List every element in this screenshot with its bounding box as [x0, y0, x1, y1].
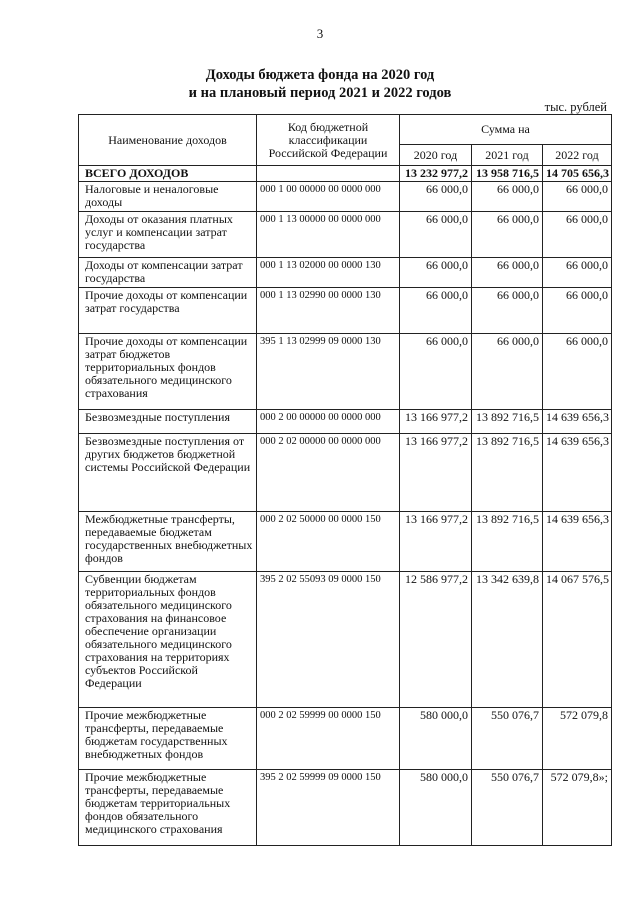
row-value-2022: 572 079,8»;	[543, 770, 612, 846]
row-value-2020: 66 000,0	[400, 288, 472, 334]
table-row	[79, 708, 612, 770]
row-value-2021: 66 000,0	[472, 288, 543, 334]
table-row	[79, 770, 612, 846]
title-line-2: и на плановый период 2021 и 2022 годов	[188, 85, 452, 101]
row-value-2022: 66 000,0	[543, 334, 612, 410]
row-value-2021: 13 892 716,5	[472, 410, 543, 434]
table-row	[79, 258, 612, 288]
row-code: 395 1 13 02999 09 0000 130	[257, 334, 400, 410]
row-name: Доходы от компенсации затрат государства	[79, 258, 257, 288]
row-value-2020: 13 232 977,2	[400, 166, 472, 182]
row-name: Безвозмездные поступления	[79, 410, 257, 434]
row-value-2021: 550 076,7	[472, 770, 543, 846]
table-row	[79, 288, 612, 334]
row-value-2021: 13 342 639,8	[472, 572, 543, 708]
row-name: Безвозмездные поступления от других бюджетов бюджетной системы Российской Федерации	[79, 434, 257, 512]
units-label: тыс. рублей	[544, 100, 607, 114]
header-2020: 2020 год	[400, 145, 472, 166]
header-2021: 2021 год	[472, 145, 543, 166]
table-row	[79, 572, 612, 708]
row-value-2021: 13 958 716,5	[472, 166, 543, 182]
revenue-table	[78, 114, 612, 846]
row-name: Прочие межбюджетные трансферты, передаваемые бюджетам территориальных фондов обязательного медицинского страхования	[79, 770, 257, 846]
header-sum: Сумма на	[400, 115, 612, 145]
table-row	[79, 334, 612, 410]
row-value-2022: 66 000,0	[543, 288, 612, 334]
row-value-2022: 572 079,8	[543, 708, 612, 770]
row-value-2022: 14 639 656,3	[543, 410, 612, 434]
row-value-2022: 14 705 656,3	[543, 166, 612, 182]
table-row	[79, 410, 612, 434]
row-value-2020: 66 000,0	[400, 212, 472, 258]
row-value-2021: 66 000,0	[472, 334, 543, 410]
page-number: 3	[316, 26, 324, 41]
row-name: ВСЕГО ДОХОДОВ	[79, 166, 257, 182]
row-value-2022: 14 639 656,3	[543, 512, 612, 572]
document-title	[0, 66, 640, 102]
row-value-2022: 66 000,0	[543, 212, 612, 258]
table-row	[79, 512, 612, 572]
row-value-2022: 66 000,0	[543, 182, 612, 212]
row-code: 000 2 02 59999 00 0000 150	[257, 708, 400, 770]
row-value-2020: 66 000,0	[400, 258, 472, 288]
row-name: Межбюджетные трансферты, передаваемые бюджетам государственных внебюджетных фондов	[79, 512, 257, 572]
title-line-1: Доходы бюджета фонда на 2020 год	[205, 67, 435, 83]
row-value-2021: 66 000,0	[472, 212, 543, 258]
row-code: 000 2 02 50000 00 0000 150	[257, 512, 400, 572]
header-code: Код бюджетной классификации Российской Федерации	[257, 115, 400, 166]
row-value-2020: 12 586 977,2	[400, 572, 472, 708]
table-row	[79, 434, 612, 512]
table-row	[79, 212, 612, 258]
row-value-2021: 66 000,0	[472, 182, 543, 212]
row-code: 395 2 02 59999 09 0000 150	[257, 770, 400, 846]
row-code: 000 2 00 00000 00 0000 000	[257, 410, 400, 434]
row-code: 000 2 02 00000 00 0000 000	[257, 434, 400, 512]
row-value-2021: 66 000,0	[472, 258, 543, 288]
row-value-2021: 13 892 716,5	[472, 434, 543, 512]
row-name: Прочие доходы от компенсации затрат государства	[79, 288, 257, 334]
row-value-2022: 66 000,0	[543, 258, 612, 288]
row-value-2020: 13 166 977,2	[400, 410, 472, 434]
row-value-2020: 580 000,0	[400, 708, 472, 770]
row-code: 395 2 02 55093 09 0000 150	[257, 572, 400, 708]
table-row	[79, 182, 612, 212]
row-code: 000 1 00 00000 00 0000 000	[257, 182, 400, 212]
row-name: Налоговые и неналоговые доходы	[79, 182, 257, 212]
row-value-2021: 13 892 716,5	[472, 512, 543, 572]
header-2022: 2022 год	[543, 145, 612, 166]
row-name: Доходы от оказания платных услуг и компенсации затрат государства	[79, 212, 257, 258]
row-code: 000 1 13 00000 00 0000 000	[257, 212, 400, 258]
row-value-2020: 580 000,0	[400, 770, 472, 846]
row-name: Прочие доходы от компенсации затрат бюджетов территориальных фондов обязательного медицинского страхования	[79, 334, 257, 410]
row-value-2021: 550 076,7	[472, 708, 543, 770]
table-row	[79, 166, 612, 182]
row-code	[257, 166, 400, 182]
row-value-2022: 14 639 656,3	[543, 434, 612, 512]
row-code: 000 1 13 02000 00 0000 130	[257, 258, 400, 288]
row-name: Прочие межбюджетные трансферты, передаваемые бюджетам государственных внебюджетных фондов	[79, 708, 257, 770]
row-value-2020: 66 000,0	[400, 182, 472, 212]
row-name: Субвенции бюджетам территориальных фондов обязательного медицинского страхования на финансовое обеспечение организации обязательного медицинского страхования на территориях субъектов Российской Федерации	[79, 572, 257, 708]
header-name: Наименование доходов	[79, 115, 257, 166]
row-value-2020: 13 166 977,2	[400, 434, 472, 512]
row-code: 000 1 13 02990 00 0000 130	[257, 288, 400, 334]
row-value-2020: 66 000,0	[400, 334, 472, 410]
row-value-2022: 14 067 576,5	[543, 572, 612, 708]
row-value-2020: 13 166 977,2	[400, 512, 472, 572]
